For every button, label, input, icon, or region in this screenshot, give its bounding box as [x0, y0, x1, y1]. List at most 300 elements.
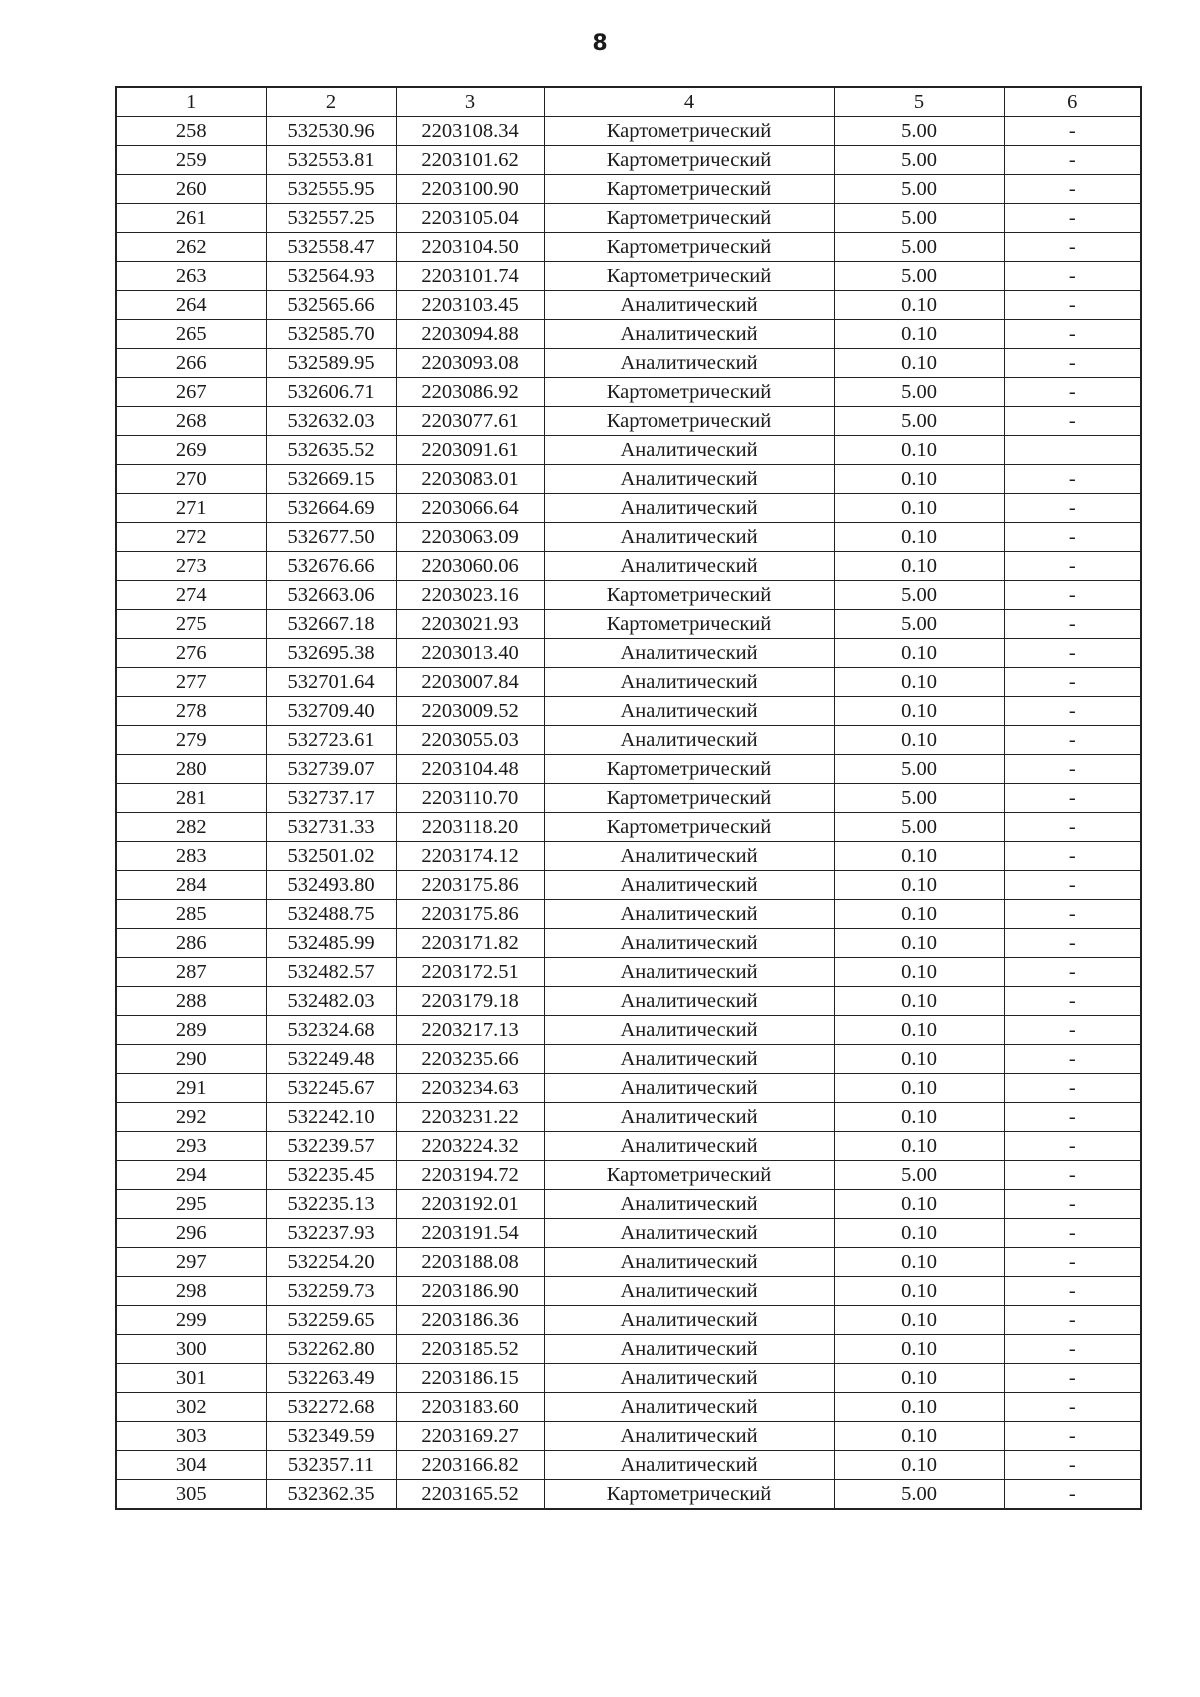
point-number-cell: 267: [116, 378, 266, 407]
table-row: [116, 987, 1141, 1016]
x-coordinate-cell: 532488.75: [266, 900, 396, 929]
method-cell: Аналитический: [544, 871, 834, 900]
table-row: [116, 1422, 1141, 1451]
note-cell: -: [1004, 523, 1141, 552]
x-coordinate-cell: 532723.61: [266, 726, 396, 755]
point-number-cell: 281: [116, 784, 266, 813]
table-row: [116, 146, 1141, 175]
note-cell: -: [1004, 175, 1141, 204]
note-cell: -: [1004, 1016, 1141, 1045]
accuracy-cell: 0.10: [834, 291, 1004, 320]
column-header-1: 1: [116, 87, 266, 117]
point-number-cell: 295: [116, 1190, 266, 1219]
point-number-cell: 268: [116, 407, 266, 436]
table-row: [116, 320, 1141, 349]
note-cell: -: [1004, 146, 1141, 175]
x-coordinate-cell: 532235.45: [266, 1161, 396, 1190]
method-cell: Аналитический: [544, 494, 834, 523]
note-cell: -: [1004, 813, 1141, 842]
x-coordinate-cell: 532362.35: [266, 1480, 396, 1510]
point-number-cell: 270: [116, 465, 266, 494]
x-coordinate-cell: 532254.20: [266, 1248, 396, 1277]
accuracy-cell: 0.10: [834, 1074, 1004, 1103]
x-coordinate-cell: 532632.03: [266, 407, 396, 436]
table-row: [116, 581, 1141, 610]
method-cell: Картометрический: [544, 784, 834, 813]
x-coordinate-cell: 532259.65: [266, 1306, 396, 1335]
note-cell: -: [1004, 204, 1141, 233]
note-cell: -: [1004, 929, 1141, 958]
method-cell: Аналитический: [544, 1335, 834, 1364]
y-coordinate-cell: 2203094.88: [396, 320, 544, 349]
note-cell: -: [1004, 1480, 1141, 1510]
x-coordinate-cell: 532564.93: [266, 262, 396, 291]
point-number-cell: 277: [116, 668, 266, 697]
x-coordinate-cell: 532585.70: [266, 320, 396, 349]
x-coordinate-cell: 532493.80: [266, 871, 396, 900]
table-row: [116, 726, 1141, 755]
y-coordinate-cell: 2203171.82: [396, 929, 544, 958]
method-cell: Аналитический: [544, 291, 834, 320]
table-row: [116, 842, 1141, 871]
point-number-cell: 293: [116, 1132, 266, 1161]
method-cell: Аналитический: [544, 1451, 834, 1480]
point-number-cell: 266: [116, 349, 266, 378]
note-cell: -: [1004, 1074, 1141, 1103]
method-cell: Картометрический: [544, 117, 834, 146]
y-coordinate-cell: 2203235.66: [396, 1045, 544, 1074]
point-number-cell: 298: [116, 1277, 266, 1306]
y-coordinate-cell: 2203194.72: [396, 1161, 544, 1190]
accuracy-cell: 5.00: [834, 1480, 1004, 1510]
method-cell: Аналитический: [544, 668, 834, 697]
point-number-cell: 282: [116, 813, 266, 842]
note-cell: -: [1004, 1103, 1141, 1132]
accuracy-cell: 0.10: [834, 1190, 1004, 1219]
y-coordinate-cell: 2203013.40: [396, 639, 544, 668]
method-cell: Картометрический: [544, 233, 834, 262]
table-row: [116, 1451, 1141, 1480]
y-coordinate-cell: 2203224.32: [396, 1132, 544, 1161]
y-coordinate-cell: 2203169.27: [396, 1422, 544, 1451]
table-row: [116, 813, 1141, 842]
note-cell: -: [1004, 871, 1141, 900]
accuracy-cell: 0.10: [834, 842, 1004, 871]
coordinates-table: [115, 86, 1142, 1510]
y-coordinate-cell: 2203110.70: [396, 784, 544, 813]
accuracy-cell: 0.10: [834, 465, 1004, 494]
table-row: [116, 436, 1141, 465]
method-cell: Аналитический: [544, 929, 834, 958]
method-cell: Аналитический: [544, 1248, 834, 1277]
column-header-2: 2: [266, 87, 396, 117]
point-number-cell: 271: [116, 494, 266, 523]
method-cell: Аналитический: [544, 436, 834, 465]
method-cell: Аналитический: [544, 726, 834, 755]
accuracy-cell: 0.10: [834, 436, 1004, 465]
point-number-cell: 301: [116, 1364, 266, 1393]
x-coordinate-cell: 532677.50: [266, 523, 396, 552]
y-coordinate-cell: 2203063.09: [396, 523, 544, 552]
y-coordinate-cell: 2203179.18: [396, 987, 544, 1016]
method-cell: Аналитический: [544, 1074, 834, 1103]
note-cell: -: [1004, 639, 1141, 668]
x-coordinate-cell: 532324.68: [266, 1016, 396, 1045]
x-coordinate-cell: 532553.81: [266, 146, 396, 175]
note-cell: -: [1004, 117, 1141, 146]
accuracy-cell: 5.00: [834, 755, 1004, 784]
point-number-cell: 262: [116, 233, 266, 262]
y-coordinate-cell: 2203185.52: [396, 1335, 544, 1364]
point-number-cell: 290: [116, 1045, 266, 1074]
note-cell: -: [1004, 1248, 1141, 1277]
x-coordinate-cell: 532669.15: [266, 465, 396, 494]
table-row: [116, 262, 1141, 291]
method-cell: Аналитический: [544, 900, 834, 929]
table-body: [116, 117, 1141, 1510]
table-row: [116, 378, 1141, 407]
note-cell: -: [1004, 900, 1141, 929]
method-cell: Картометрический: [544, 1480, 834, 1510]
point-number-cell: 263: [116, 262, 266, 291]
method-cell: Картометрический: [544, 204, 834, 233]
method-cell: Аналитический: [544, 639, 834, 668]
x-coordinate-cell: 532239.57: [266, 1132, 396, 1161]
point-number-cell: 259: [116, 146, 266, 175]
table-row: [116, 349, 1141, 378]
point-number-cell: 289: [116, 1016, 266, 1045]
accuracy-cell: 5.00: [834, 233, 1004, 262]
table-row: [116, 1248, 1141, 1277]
x-coordinate-cell: 532589.95: [266, 349, 396, 378]
note-cell: -: [1004, 726, 1141, 755]
accuracy-cell: 0.10: [834, 349, 1004, 378]
note-cell: -: [1004, 581, 1141, 610]
y-coordinate-cell: 2203086.92: [396, 378, 544, 407]
y-coordinate-cell: 2203021.93: [396, 610, 544, 639]
x-coordinate-cell: 532482.03: [266, 987, 396, 1016]
note-cell: -: [1004, 1132, 1141, 1161]
accuracy-cell: 5.00: [834, 146, 1004, 175]
table-row: [116, 755, 1141, 784]
method-cell: Аналитический: [544, 552, 834, 581]
accuracy-cell: 0.10: [834, 552, 1004, 581]
note-cell: -: [1004, 349, 1141, 378]
table-row: [116, 1132, 1141, 1161]
y-coordinate-cell: 2203023.16: [396, 581, 544, 610]
accuracy-cell: 5.00: [834, 813, 1004, 842]
y-coordinate-cell: 2203077.61: [396, 407, 544, 436]
method-cell: Картометрический: [544, 581, 834, 610]
table-row: [116, 1190, 1141, 1219]
x-coordinate-cell: 532635.52: [266, 436, 396, 465]
method-cell: Аналитический: [544, 320, 834, 349]
note-cell: -: [1004, 784, 1141, 813]
y-coordinate-cell: 2203174.12: [396, 842, 544, 871]
table-header-row: [116, 87, 1141, 117]
table-row: [116, 871, 1141, 900]
accuracy-cell: 5.00: [834, 1161, 1004, 1190]
table-row: [116, 204, 1141, 233]
x-coordinate-cell: 532695.38: [266, 639, 396, 668]
table-row: [116, 1045, 1141, 1074]
note-cell: -: [1004, 1161, 1141, 1190]
note-cell: -: [1004, 552, 1141, 581]
point-number-cell: 275: [116, 610, 266, 639]
accuracy-cell: 5.00: [834, 581, 1004, 610]
note-cell: -: [1004, 262, 1141, 291]
accuracy-cell: 0.10: [834, 523, 1004, 552]
x-coordinate-cell: 532249.48: [266, 1045, 396, 1074]
y-coordinate-cell: 2203231.22: [396, 1103, 544, 1132]
y-coordinate-cell: 2203105.04: [396, 204, 544, 233]
accuracy-cell: 0.10: [834, 697, 1004, 726]
x-coordinate-cell: 532667.18: [266, 610, 396, 639]
x-coordinate-cell: 532235.13: [266, 1190, 396, 1219]
point-number-cell: 276: [116, 639, 266, 668]
table-row: [116, 668, 1141, 697]
x-coordinate-cell: 532501.02: [266, 842, 396, 871]
accuracy-cell: 0.10: [834, 639, 1004, 668]
method-cell: Картометрический: [544, 1161, 834, 1190]
accuracy-cell: 0.10: [834, 668, 1004, 697]
point-number-cell: 299: [116, 1306, 266, 1335]
note-cell: -: [1004, 407, 1141, 436]
x-coordinate-cell: 532245.67: [266, 1074, 396, 1103]
point-number-cell: 274: [116, 581, 266, 610]
table-row: [116, 1161, 1141, 1190]
x-coordinate-cell: 532664.69: [266, 494, 396, 523]
table-row: [116, 117, 1141, 146]
method-cell: Картометрический: [544, 378, 834, 407]
note-cell: -: [1004, 842, 1141, 871]
table-row: [116, 523, 1141, 552]
note-cell: -: [1004, 233, 1141, 262]
method-cell: Аналитический: [544, 523, 834, 552]
accuracy-cell: 5.00: [834, 175, 1004, 204]
point-number-cell: 291: [116, 1074, 266, 1103]
y-coordinate-cell: 2203009.52: [396, 697, 544, 726]
table-row: [116, 784, 1141, 813]
method-cell: Аналитический: [544, 1277, 834, 1306]
y-coordinate-cell: 2203118.20: [396, 813, 544, 842]
table-row: [116, 175, 1141, 204]
point-number-cell: 287: [116, 958, 266, 987]
accuracy-cell: 5.00: [834, 117, 1004, 146]
note-cell: -: [1004, 1190, 1141, 1219]
accuracy-cell: 5.00: [834, 610, 1004, 639]
y-coordinate-cell: 2203192.01: [396, 1190, 544, 1219]
method-cell: Картометрический: [544, 755, 834, 784]
method-cell: Аналитический: [544, 349, 834, 378]
accuracy-cell: 0.10: [834, 1277, 1004, 1306]
point-number-cell: 278: [116, 697, 266, 726]
point-number-cell: 300: [116, 1335, 266, 1364]
point-number-cell: 284: [116, 871, 266, 900]
x-coordinate-cell: 532558.47: [266, 233, 396, 262]
y-coordinate-cell: 2203175.86: [396, 871, 544, 900]
method-cell: Аналитический: [544, 1103, 834, 1132]
x-coordinate-cell: 532530.96: [266, 117, 396, 146]
x-coordinate-cell: 532565.66: [266, 291, 396, 320]
y-coordinate-cell: 2203217.13: [396, 1016, 544, 1045]
note-cell: -: [1004, 1335, 1141, 1364]
accuracy-cell: 0.10: [834, 1219, 1004, 1248]
y-coordinate-cell: 2203060.06: [396, 552, 544, 581]
accuracy-cell: 0.10: [834, 1335, 1004, 1364]
table-row: [116, 1103, 1141, 1132]
y-coordinate-cell: 2203165.52: [396, 1480, 544, 1510]
table-row: [116, 610, 1141, 639]
note-cell: -: [1004, 1393, 1141, 1422]
x-coordinate-cell: 532701.64: [266, 668, 396, 697]
y-coordinate-cell: 2203101.62: [396, 146, 544, 175]
x-coordinate-cell: 532272.68: [266, 1393, 396, 1422]
x-coordinate-cell: 532557.25: [266, 204, 396, 233]
note-cell: -: [1004, 1422, 1141, 1451]
y-coordinate-cell: 2203104.48: [396, 755, 544, 784]
y-coordinate-cell: 2203166.82: [396, 1451, 544, 1480]
y-coordinate-cell: 2203108.34: [396, 117, 544, 146]
accuracy-cell: 0.10: [834, 320, 1004, 349]
method-cell: Аналитический: [544, 1045, 834, 1074]
y-coordinate-cell: 2203104.50: [396, 233, 544, 262]
accuracy-cell: 5.00: [834, 407, 1004, 436]
table-row: [116, 958, 1141, 987]
table-row: [116, 1335, 1141, 1364]
method-cell: Картометрический: [544, 175, 834, 204]
table-row: [116, 233, 1141, 262]
accuracy-cell: 0.10: [834, 1045, 1004, 1074]
accuracy-cell: 0.10: [834, 1451, 1004, 1480]
accuracy-cell: 0.10: [834, 1248, 1004, 1277]
method-cell: Аналитический: [544, 1306, 834, 1335]
point-number-cell: 285: [116, 900, 266, 929]
accuracy-cell: 5.00: [834, 378, 1004, 407]
x-coordinate-cell: 532357.11: [266, 1451, 396, 1480]
x-coordinate-cell: 532259.73: [266, 1277, 396, 1306]
table-row: [116, 1074, 1141, 1103]
table-row: [116, 552, 1141, 581]
point-number-cell: 304: [116, 1451, 266, 1480]
note-cell: -: [1004, 1306, 1141, 1335]
point-number-cell: 279: [116, 726, 266, 755]
accuracy-cell: 0.10: [834, 900, 1004, 929]
point-number-cell: 272: [116, 523, 266, 552]
y-coordinate-cell: 2203007.84: [396, 668, 544, 697]
x-coordinate-cell: 532606.71: [266, 378, 396, 407]
table-row: [116, 1480, 1141, 1510]
y-coordinate-cell: 2203175.86: [396, 900, 544, 929]
table-row: [116, 1277, 1141, 1306]
note-cell: -: [1004, 1364, 1141, 1393]
method-cell: Аналитический: [544, 697, 834, 726]
note-cell: -: [1004, 610, 1141, 639]
x-coordinate-cell: 532555.95: [266, 175, 396, 204]
method-cell: Картометрический: [544, 407, 834, 436]
point-number-cell: 261: [116, 204, 266, 233]
y-coordinate-cell: 2203191.54: [396, 1219, 544, 1248]
y-coordinate-cell: 2203083.01: [396, 465, 544, 494]
method-cell: Картометрический: [544, 146, 834, 175]
y-coordinate-cell: 2203093.08: [396, 349, 544, 378]
point-number-cell: 273: [116, 552, 266, 581]
x-coordinate-cell: 532242.10: [266, 1103, 396, 1132]
point-number-cell: 286: [116, 929, 266, 958]
x-coordinate-cell: 532739.07: [266, 755, 396, 784]
point-number-cell: 269: [116, 436, 266, 465]
note-cell: -: [1004, 320, 1141, 349]
y-coordinate-cell: 2203066.64: [396, 494, 544, 523]
method-cell: Аналитический: [544, 842, 834, 871]
column-header-5: 5: [834, 87, 1004, 117]
accuracy-cell: 0.10: [834, 494, 1004, 523]
table-row: [116, 494, 1141, 523]
note-cell: -: [1004, 987, 1141, 1016]
accuracy-cell: 0.10: [834, 958, 1004, 987]
accuracy-cell: 0.10: [834, 1364, 1004, 1393]
method-cell: Картометрический: [544, 262, 834, 291]
accuracy-cell: 5.00: [834, 262, 1004, 291]
x-coordinate-cell: 532709.40: [266, 697, 396, 726]
method-cell: Картометрический: [544, 610, 834, 639]
accuracy-cell: 0.10: [834, 1393, 1004, 1422]
method-cell: Картометрический: [544, 813, 834, 842]
y-coordinate-cell: 2203172.51: [396, 958, 544, 987]
method-cell: Аналитический: [544, 1132, 834, 1161]
y-coordinate-cell: 2203103.45: [396, 291, 544, 320]
point-number-cell: 288: [116, 987, 266, 1016]
table-row: [116, 1393, 1141, 1422]
note-cell: -: [1004, 494, 1141, 523]
note-cell: -: [1004, 697, 1141, 726]
table-row: [116, 407, 1141, 436]
point-number-cell: 297: [116, 1248, 266, 1277]
point-number-cell: 258: [116, 117, 266, 146]
note-cell: -: [1004, 465, 1141, 494]
y-coordinate-cell: 2203055.03: [396, 726, 544, 755]
table-row: [116, 1219, 1141, 1248]
accuracy-cell: 0.10: [834, 1422, 1004, 1451]
x-coordinate-cell: 532482.57: [266, 958, 396, 987]
accuracy-cell: 0.10: [834, 1132, 1004, 1161]
table-row: [116, 1016, 1141, 1045]
table-row: [116, 1306, 1141, 1335]
point-number-cell: 303: [116, 1422, 266, 1451]
table-row: [116, 900, 1141, 929]
column-header-3: 3: [396, 87, 544, 117]
x-coordinate-cell: 532676.66: [266, 552, 396, 581]
x-coordinate-cell: 532485.99: [266, 929, 396, 958]
method-cell: Аналитический: [544, 1422, 834, 1451]
x-coordinate-cell: 532237.93: [266, 1219, 396, 1248]
y-coordinate-cell: 2203186.36: [396, 1306, 544, 1335]
table-row: [116, 1364, 1141, 1393]
x-coordinate-cell: 532663.06: [266, 581, 396, 610]
point-number-cell: 283: [116, 842, 266, 871]
x-coordinate-cell: 532262.80: [266, 1335, 396, 1364]
y-coordinate-cell: 2203183.60: [396, 1393, 544, 1422]
accuracy-cell: 0.10: [834, 1103, 1004, 1132]
method-cell: Аналитический: [544, 1219, 834, 1248]
accuracy-cell: 0.10: [834, 871, 1004, 900]
note-cell: -: [1004, 668, 1141, 697]
note-cell: -: [1004, 1451, 1141, 1480]
note-cell: -: [1004, 755, 1141, 784]
point-number-cell: 305: [116, 1480, 266, 1510]
method-cell: Аналитический: [544, 1190, 834, 1219]
note-cell: -: [1004, 958, 1141, 987]
